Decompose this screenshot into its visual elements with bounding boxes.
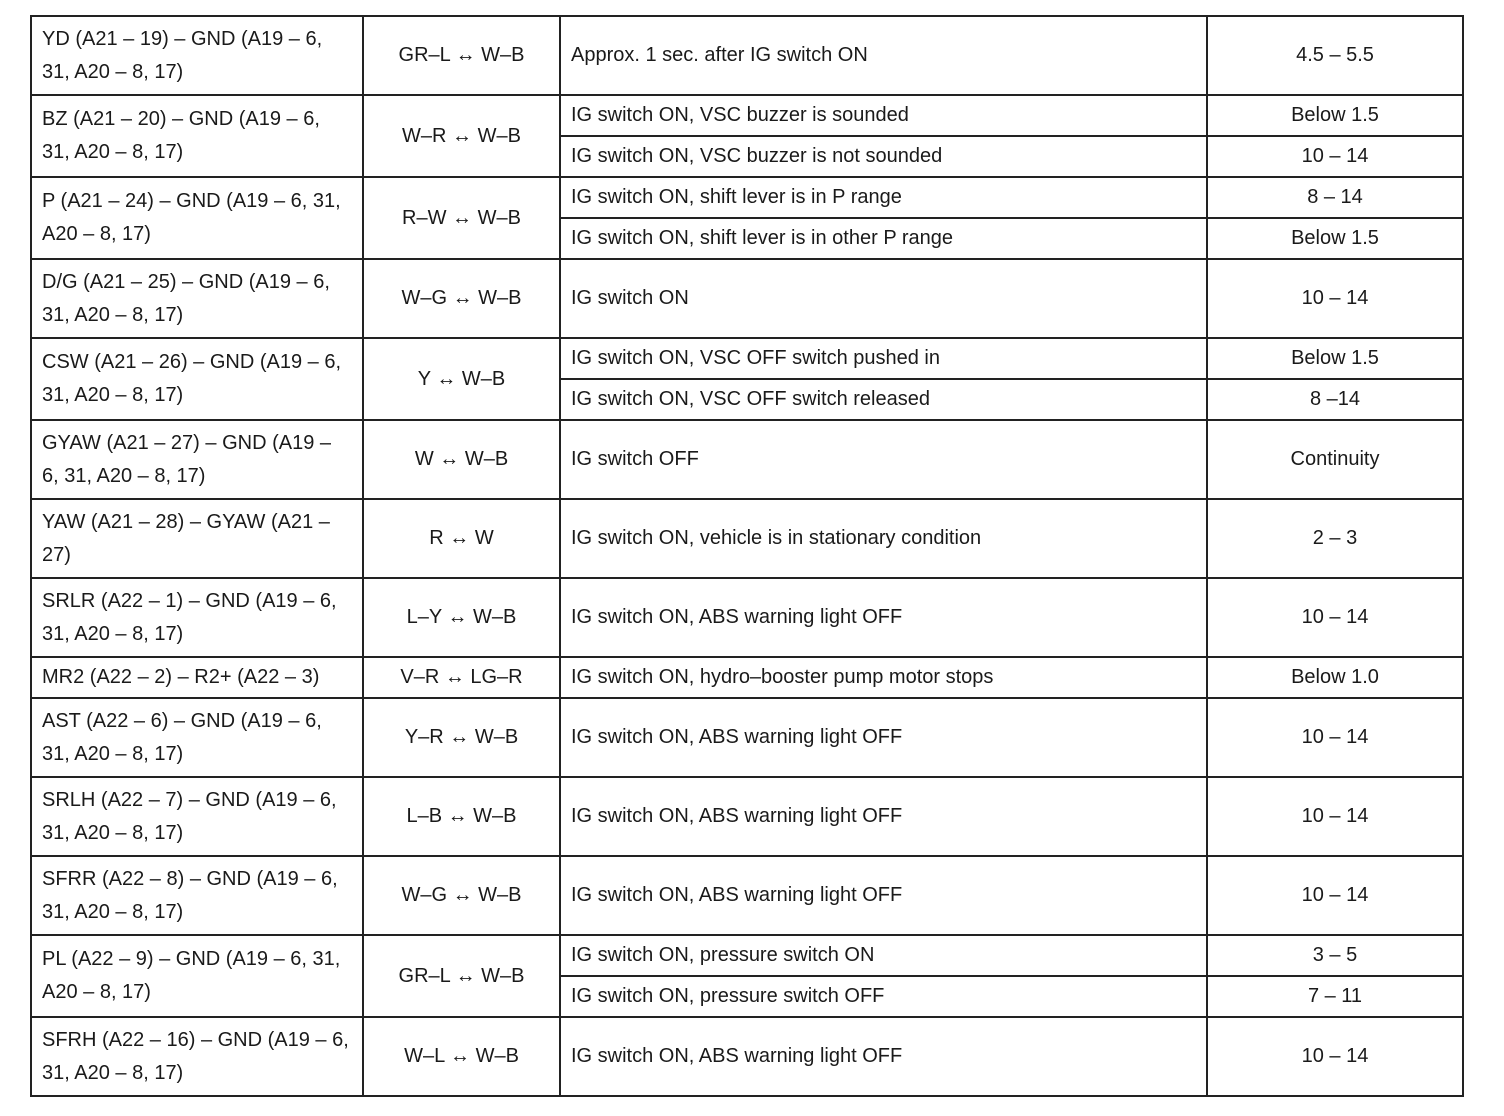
condition-cell: IG switch ON: [560, 259, 1207, 338]
specified-condition-cell: 8 – 14: [1207, 177, 1463, 218]
terminal-cell: SFRH (A22 – 16) – GND (A19 – 6, 31, A20 – 8, 17): [31, 1017, 363, 1096]
terminal-cell: CSW (A21 – 26) – GND (A19 – 6, 31, A20 – 8, 17): [31, 338, 363, 420]
specified-condition-cell: Continuity: [1207, 420, 1463, 499]
specified-condition-cell: 10 – 14: [1207, 136, 1463, 177]
table-row: [31, 578, 1463, 657]
table-body: [31, 16, 1463, 1096]
wire-color-cell: GR–L ↔ W–B: [363, 935, 560, 1017]
table-row: [31, 259, 1463, 338]
wire-color-cell: L–Y ↔ W–B: [363, 578, 560, 657]
specified-condition-cell: 7 – 11: [1207, 976, 1463, 1017]
wire-color-cell: R ↔ W: [363, 499, 560, 578]
terminal-inspection-table: [30, 15, 1464, 1097]
condition-cell: IG switch ON, pressure switch OFF: [560, 976, 1207, 1017]
wire-color-cell: W–L ↔ W–B: [363, 1017, 560, 1096]
wire-color-cell: W–G ↔ W–B: [363, 259, 560, 338]
wire-color-cell: W ↔ W–B: [363, 420, 560, 499]
wire-color-cell: Y–R ↔ W–B: [363, 698, 560, 777]
terminal-cell: SRLR (A22 – 1) – GND (A19 – 6, 31, A20 – 8, 17): [31, 578, 363, 657]
table-row: [31, 777, 1463, 856]
terminal-cell: MR2 (A22 – 2) – R2+ (A22 – 3): [31, 657, 363, 698]
specified-condition-cell: 4.5 – 5.5: [1207, 16, 1463, 95]
specified-condition-cell: Below 1.0: [1207, 657, 1463, 698]
condition-cell: IG switch ON, ABS warning light OFF: [560, 578, 1207, 657]
condition-cell: IG switch ON, VSC buzzer is sounded: [560, 95, 1207, 136]
condition-cell: IG switch ON, VSC OFF switch released: [560, 379, 1207, 420]
condition-cell: IG switch ON, VSC buzzer is not sounded: [560, 136, 1207, 177]
terminal-cell: YD (A21 – 19) – GND (A19 – 6, 31, A20 – 8, 17): [31, 16, 363, 95]
specified-condition-cell: 10 – 14: [1207, 578, 1463, 657]
specified-condition-cell: 10 – 14: [1207, 698, 1463, 777]
specified-condition-cell: 10 – 14: [1207, 777, 1463, 856]
table-row: [31, 657, 1463, 698]
condition-cell: Approx. 1 sec. after IG switch ON: [560, 16, 1207, 95]
wire-color-cell: W–R ↔ W–B: [363, 95, 560, 177]
terminal-cell: SFRR (A22 – 8) – GND (A19 – 6, 31, A20 – 8, 17): [31, 856, 363, 935]
specified-condition-cell: 3 – 5: [1207, 935, 1463, 976]
terminal-cell: P (A21 – 24) – GND (A19 – 6, 31, A20 – 8, 17): [31, 177, 363, 259]
table-row: [31, 338, 1463, 379]
terminal-cell: YAW (A21 – 28) – GYAW (A21 – 27): [31, 499, 363, 578]
condition-cell: IG switch ON, ABS warning light OFF: [560, 698, 1207, 777]
table-row: [31, 177, 1463, 218]
condition-cell: IG switch ON, shift lever is in P range: [560, 177, 1207, 218]
condition-cell: IG switch ON, vehicle is in stationary condition: [560, 499, 1207, 578]
table-row: [31, 698, 1463, 777]
table-row: [31, 1017, 1463, 1096]
wire-color-cell: L–B ↔ W–B: [363, 777, 560, 856]
table-row: [31, 856, 1463, 935]
condition-cell: IG switch ON, shift lever is in other P range: [560, 218, 1207, 259]
terminal-cell: PL (A22 – 9) – GND (A19 – 6, 31, A20 – 8, 17): [31, 935, 363, 1017]
condition-cell: IG switch OFF: [560, 420, 1207, 499]
condition-cell: IG switch ON, ABS warning light OFF: [560, 777, 1207, 856]
table-row: [31, 95, 1463, 136]
wire-color-cell: V–R ↔ LG–R: [363, 657, 560, 698]
specified-condition-cell: Below 1.5: [1207, 338, 1463, 379]
specified-condition-cell: 8 –14: [1207, 379, 1463, 420]
condition-cell: IG switch ON, ABS warning light OFF: [560, 856, 1207, 935]
specified-condition-cell: 10 – 14: [1207, 856, 1463, 935]
condition-cell: IG switch ON, hydro–booster pump motor stops: [560, 657, 1207, 698]
terminal-cell: SRLH (A22 – 7) – GND (A19 – 6, 31, A20 – 8, 17): [31, 777, 363, 856]
wire-color-cell: Y ↔ W–B: [363, 338, 560, 420]
specified-condition-cell: Below 1.5: [1207, 95, 1463, 136]
terminal-cell: GYAW (A21 – 27) – GND (A19 – 6, 31, A20 – 8, 17): [31, 420, 363, 499]
specified-condition-cell: 10 – 14: [1207, 1017, 1463, 1096]
wire-color-cell: GR–L ↔ W–B: [363, 16, 560, 95]
table-row: [31, 420, 1463, 499]
terminal-cell: D/G (A21 – 25) – GND (A19 – 6, 31, A20 – 8, 17): [31, 259, 363, 338]
specified-condition-cell: 10 – 14: [1207, 259, 1463, 338]
wire-color-cell: R–W ↔ W–B: [363, 177, 560, 259]
terminal-cell: BZ (A21 – 20) – GND (A19 – 6, 31, A20 – 8, 17): [31, 95, 363, 177]
table-row: [31, 16, 1463, 95]
table-row: [31, 499, 1463, 578]
terminal-cell: AST (A22 – 6) – GND (A19 – 6, 31, A20 – 8, 17): [31, 698, 363, 777]
condition-cell: IG switch ON, VSC OFF switch pushed in: [560, 338, 1207, 379]
specified-condition-cell: 2 – 3: [1207, 499, 1463, 578]
specified-condition-cell: Below 1.5: [1207, 218, 1463, 259]
wire-color-cell: W–G ↔ W–B: [363, 856, 560, 935]
condition-cell: IG switch ON, ABS warning light OFF: [560, 1017, 1207, 1096]
condition-cell: IG switch ON, pressure switch ON: [560, 935, 1207, 976]
table-row: [31, 935, 1463, 976]
